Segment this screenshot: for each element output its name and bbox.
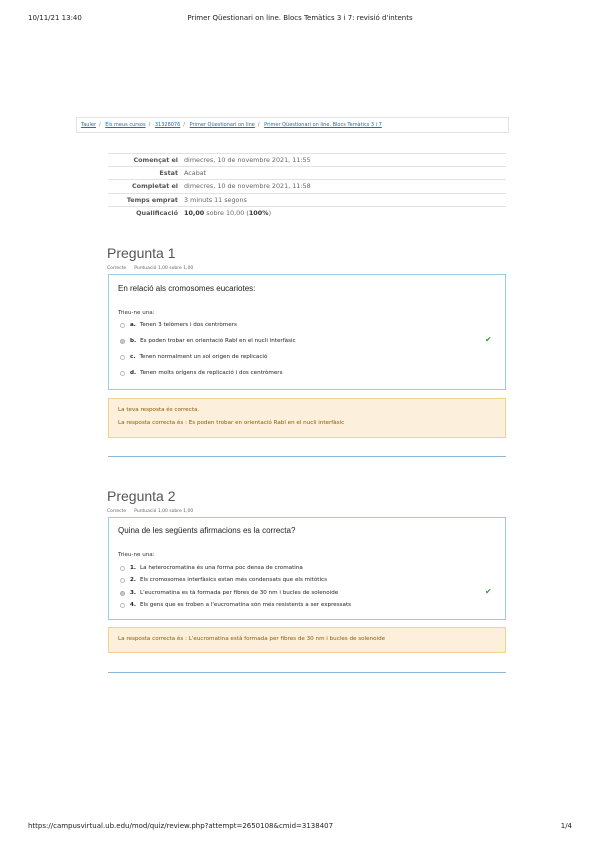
answer-text: Els cromosomes interfàsics estan més condensats que els mitòtics (140, 577, 327, 583)
question-score: Puntuació 1,00 sobre 1,00 (134, 509, 194, 514)
radio-button-selected[interactable] (120, 591, 125, 596)
summary-row-grade (108, 206, 506, 219)
print-url: https://campusvirtual.ub.edu/mod/quiz/review.php?attempt=2650108&cmid=3138407 (28, 822, 334, 830)
summary-row-completed (108, 179, 506, 192)
grade-score: 10,00 (184, 208, 205, 217)
answer-label: 2. (130, 577, 137, 583)
summary-label: Començat el (133, 156, 178, 165)
print-title: Primer Qüestionari on line. Blocs Temàtics 3 i 7: revisió d'intents (187, 14, 413, 22)
answer-prompt: Trieu-ne una: (118, 552, 155, 558)
answer-label: c. (130, 354, 136, 360)
answer-option-b[interactable] (120, 338, 296, 344)
summary-value (184, 209, 271, 217)
answer-text: Tenen molts orígens de replicació i dos centròmers (140, 370, 283, 376)
question-1-meta (107, 266, 201, 271)
question-1-title: Pregunta 1 (107, 245, 176, 261)
question-score: Puntuació 1,00 sobre 1,00 (134, 266, 194, 271)
answer-text: Tenen 3 telòmers i dos centròmers (139, 322, 237, 328)
print-footer (0, 822, 600, 834)
summary-value: Acabat (184, 169, 207, 178)
summary-row-state (108, 166, 506, 179)
attempt-summary-table (108, 153, 506, 219)
radio-button[interactable] (120, 355, 125, 360)
breadcrumb-link-quiz[interactable]: Primer Qüestionari on line. Blocs Temàtics 3 i 7 (264, 122, 382, 128)
correct-check-icon: ✔ (485, 587, 492, 596)
summary-label: Temps emprat (126, 195, 178, 204)
radio-button[interactable] (120, 566, 125, 571)
print-header (0, 14, 600, 26)
print-datetime: 10/11/21 13:40 (28, 14, 82, 22)
answer-label: 1. (130, 565, 137, 571)
feedback-status: La teva resposta és correcta. (118, 407, 200, 413)
breadcrumb-link-course[interactable]: 31328076 (154, 122, 181, 128)
summary-label: Completat el (131, 182, 178, 191)
grade-mid: sobre 10,00 ( (204, 208, 249, 217)
question-divider (108, 456, 506, 457)
answer-option-1[interactable] (120, 565, 303, 571)
print-page-number: 1/4 (560, 822, 572, 830)
radio-button[interactable] (120, 323, 125, 328)
question-status: Correcte (107, 509, 127, 514)
answer-option-4[interactable] (120, 602, 351, 608)
answer-text: Els gens que es troben a l'eucromatina són més resistents a ser expressats (140, 602, 352, 608)
answer-label: 4. (130, 602, 137, 608)
answer-option-2[interactable] (120, 577, 327, 583)
question-divider (108, 672, 506, 673)
question-2-meta (107, 509, 201, 514)
question-status: Correcte (107, 266, 127, 271)
question-2-feedback (108, 627, 506, 653)
question-text: En relació als cromosomes eucariotes: (118, 284, 256, 293)
answer-label: 3. (130, 590, 137, 596)
answer-text: L'eucromatina es tà formada per fibres de 30 nm i bucles de solenoide (140, 590, 339, 596)
summary-row-started (108, 153, 506, 166)
answer-label: a. (130, 322, 136, 328)
question-2-title: Pregunta 2 (107, 488, 176, 504)
answer-label: d. (130, 370, 137, 376)
answer-text: La heterocromatina és una forma poc densa de cromatina (140, 565, 303, 571)
feedback-correct-answer: La resposta correcta és : Es poden trobar en orientació Rabl en el nucli interfàsic (118, 420, 345, 426)
correct-check-icon: ✔ (485, 335, 492, 344)
breadcrumb: Tauler / Els meus cursos / 31328076 / Primer Qüestionari on line / Primer Qüestionari on line. Blocs Temàtics 3 i 7 (76, 117, 509, 133)
answer-option-c[interactable] (120, 354, 267, 360)
answer-label: b. (130, 338, 137, 344)
answer-option-a[interactable] (120, 322, 237, 328)
radio-button-selected[interactable] (120, 339, 125, 344)
answer-option-d[interactable] (120, 370, 283, 376)
breadcrumb-link-my-courses[interactable]: Els meus cursos (105, 122, 146, 128)
question-1-feedback (108, 398, 506, 438)
answer-prompt: Trieu-ne una: (118, 310, 155, 316)
question-1-box (108, 274, 506, 390)
breadcrumb-link-section[interactable]: Primer Qüestionari on line (189, 122, 255, 128)
summary-value: 3 minuts 11 segons (184, 195, 247, 204)
question-text: Quina de les següents afirmacions es la correcta? (118, 526, 296, 535)
radio-button[interactable] (120, 371, 125, 376)
summary-value: dimecres, 10 de novembre 2021, 11:55 (184, 156, 311, 165)
question-2-box (108, 517, 506, 620)
summary-row-time-taken (108, 193, 506, 206)
grade-end: ) (268, 208, 272, 217)
summary-label: Estat (159, 169, 178, 178)
radio-button[interactable] (120, 578, 125, 583)
summary-value: dimecres, 10 de novembre 2021, 11:58 (184, 182, 311, 191)
breadcrumb-link-dashboard[interactable]: Tauler (81, 122, 96, 128)
answer-option-3[interactable] (120, 590, 338, 596)
radio-button[interactable] (120, 603, 125, 608)
feedback-correct-answer: La resposta correcta és : L'eucromatina està formada per fibres de 30 nm i bucles de solenoide (118, 636, 386, 642)
grade-percent: 100% (248, 208, 269, 217)
summary-label: Qualificació (136, 208, 178, 217)
answer-text: Tenen normalment un sol origen de replicació (139, 354, 268, 360)
answer-text: Es poden trobar en orientació Rabl en el nucli interfàsic (140, 338, 296, 344)
